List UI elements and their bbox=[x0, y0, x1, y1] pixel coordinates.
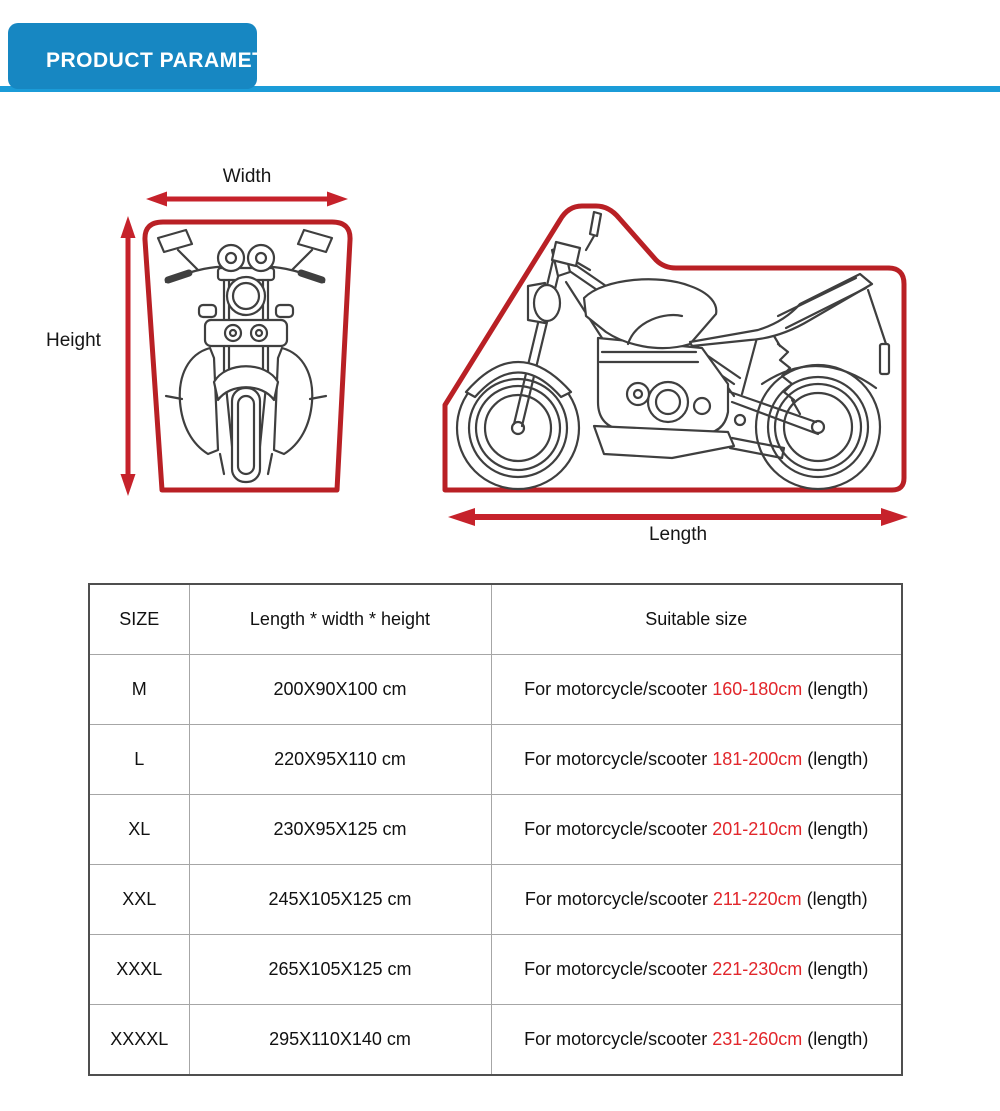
suitable-cell bbox=[491, 795, 902, 865]
suitable-cell bbox=[491, 725, 902, 795]
suitable-cell bbox=[491, 1005, 902, 1076]
suitable-range: 160-180cm bbox=[712, 679, 803, 699]
suitable-cell bbox=[491, 655, 902, 725]
size-cell: XXXXL bbox=[89, 1005, 189, 1076]
size-table bbox=[88, 583, 903, 1076]
suitable-suffix: (length) bbox=[802, 1029, 869, 1049]
table-row bbox=[89, 935, 902, 1005]
suitable-cell bbox=[491, 935, 902, 1005]
suitable-prefix: For motorcycle/scooter bbox=[524, 679, 713, 699]
dimensions-cell: 265X105X125 cm bbox=[189, 935, 491, 1005]
col-header-dimensions: Length * width * height bbox=[189, 584, 491, 655]
table-row bbox=[89, 795, 902, 865]
width-arrow-icon bbox=[146, 190, 348, 208]
size-cell: XL bbox=[89, 795, 189, 865]
size-cell: XXXL bbox=[89, 935, 189, 1005]
suitable-suffix: (length) bbox=[801, 889, 868, 909]
suitable-prefix: For motorcycle/scooter bbox=[524, 959, 713, 979]
motorcycle-front-view-diagram bbox=[130, 208, 360, 500]
dimensions-cell: 220X95X110 cm bbox=[189, 725, 491, 795]
page-title: PRODUCT PARAMETERS bbox=[46, 48, 311, 72]
size-cell: L bbox=[89, 725, 189, 795]
suitable-prefix: For motorcycle/scooter bbox=[524, 1029, 713, 1049]
suitable-range: 221-230cm bbox=[712, 959, 803, 979]
motorcycle-side-drawing bbox=[457, 212, 889, 489]
motorcycle-side-view-diagram bbox=[428, 186, 912, 498]
col-header-suitable: Suitable size bbox=[491, 584, 902, 655]
suitable-prefix: For motorcycle/scooter bbox=[524, 889, 713, 909]
dimensions-cell: 230X95X125 cm bbox=[189, 795, 491, 865]
suitable-cell bbox=[491, 865, 902, 935]
size-cell: M bbox=[89, 655, 189, 725]
suitable-range: 211-220cm bbox=[712, 889, 802, 909]
table-row bbox=[89, 865, 902, 935]
dimensions-cell: 200X90X100 cm bbox=[189, 655, 491, 725]
table-row bbox=[89, 1005, 902, 1076]
section-header-banner bbox=[8, 23, 311, 89]
table-row bbox=[89, 725, 902, 795]
dimensions-cell: 295X110X140 cm bbox=[189, 1005, 491, 1076]
suitable-suffix: (length) bbox=[802, 959, 869, 979]
suitable-prefix: For motorcycle/scooter bbox=[524, 749, 713, 769]
dimensions-cell: 245X105X125 cm bbox=[189, 865, 491, 935]
suitable-prefix: For motorcycle/scooter bbox=[524, 819, 713, 839]
motorcycle-front-drawing bbox=[158, 230, 332, 482]
suitable-range: 201-210cm bbox=[712, 819, 803, 839]
suitable-suffix: (length) bbox=[802, 819, 869, 839]
table-header-row bbox=[89, 584, 902, 655]
length-dimension-label: Length bbox=[648, 524, 708, 545]
size-cell: XXL bbox=[89, 865, 189, 935]
height-dimension-label: Height bbox=[46, 330, 101, 351]
table-row bbox=[89, 655, 902, 725]
width-dimension-label: Width bbox=[222, 166, 272, 187]
suitable-range: 231-260cm bbox=[712, 1029, 803, 1049]
suitable-suffix: (length) bbox=[802, 749, 869, 769]
col-header-size: SIZE bbox=[89, 584, 189, 655]
suitable-suffix: (length) bbox=[802, 679, 869, 699]
suitable-range: 181-200cm bbox=[712, 749, 803, 769]
